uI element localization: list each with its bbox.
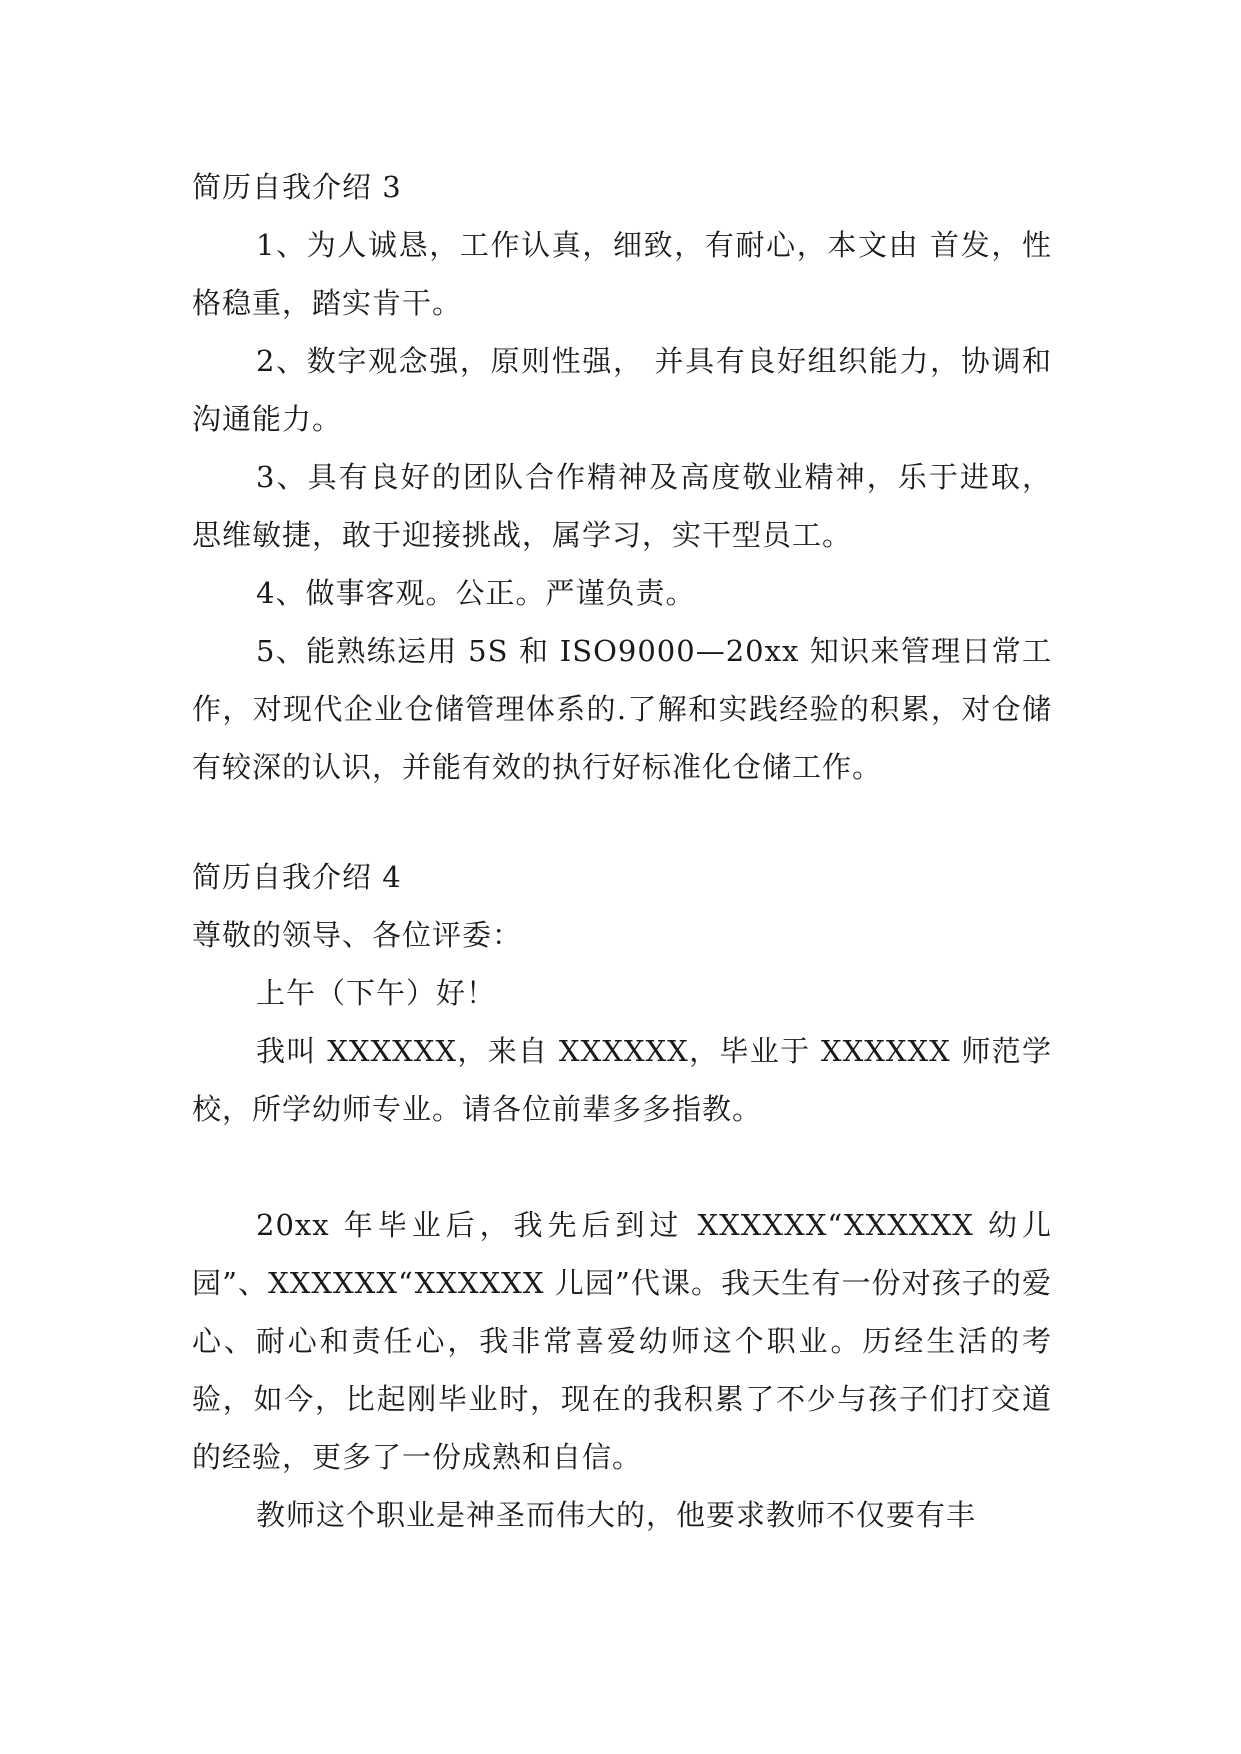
section-3-title: 简历自我介绍 3 xyxy=(192,170,402,204)
section-3-item-3: 3、具有良好的团队合作精神及高度敬业精神，乐于进取，思维敏捷，敢于迎接挑战，属学习，实干型员工。 xyxy=(192,460,1052,552)
paragraph-spacer xyxy=(192,1138,1052,1196)
section-4-paragraph-1: 我叫 XXXXXX，来自 XXXXXX，毕业于 XXXXXX 师范学校，所学幼师专业。请各位前辈多多指教。 xyxy=(192,1034,1052,1126)
section-4-greeting: 上午（下午）好！ xyxy=(256,976,497,1010)
section-3-item-5: 5、能熟练运用 5S 和 ISO9000—20xx 知识来管理日常工作，对现代企业仓储管理体系的.了解和实践经验的积累，对仓储有较深的认识，并能有效的执行好标准化仓储工作。 xyxy=(192,634,1052,784)
document-body xyxy=(192,158,1052,1544)
section-spacer xyxy=(192,796,1052,848)
section-4-paragraph-2: 20xx 年毕业后，我先后到过 XXXXXX“XXXXXX 幼儿园”、XXXXXX“XXXXXX 儿园”代课。我天生有一份对孩子的爱心、耐心和责任心，我非常喜爱幼师这个职业。历经生活的考验，如今，比起刚毕业时，现在的我积累了不少与孩子们打交道的经验，更多了一份成熟和自信。 xyxy=(192,1208,1052,1474)
section-3-item-1: 1、为人诚恳，工作认真，细致，有耐心，本文由 首发，性格稳重，踏实肯干。 xyxy=(192,228,1052,320)
section-4-salutation: 尊敬的领导、各位评委： xyxy=(192,918,523,952)
section-4-paragraph-3: 教师这个职业是神圣而伟大的，他要求教师不仅要有丰 xyxy=(256,1498,977,1532)
section-4-title: 简历自我介绍 4 xyxy=(192,860,402,894)
section-3-item-2: 2、数字观念强，原则性强， 并具有良好组织能力，协调和沟通能力。 xyxy=(192,344,1052,436)
section-3-item-4: 4、做事客观。公正。严谨负责。 xyxy=(256,576,696,610)
